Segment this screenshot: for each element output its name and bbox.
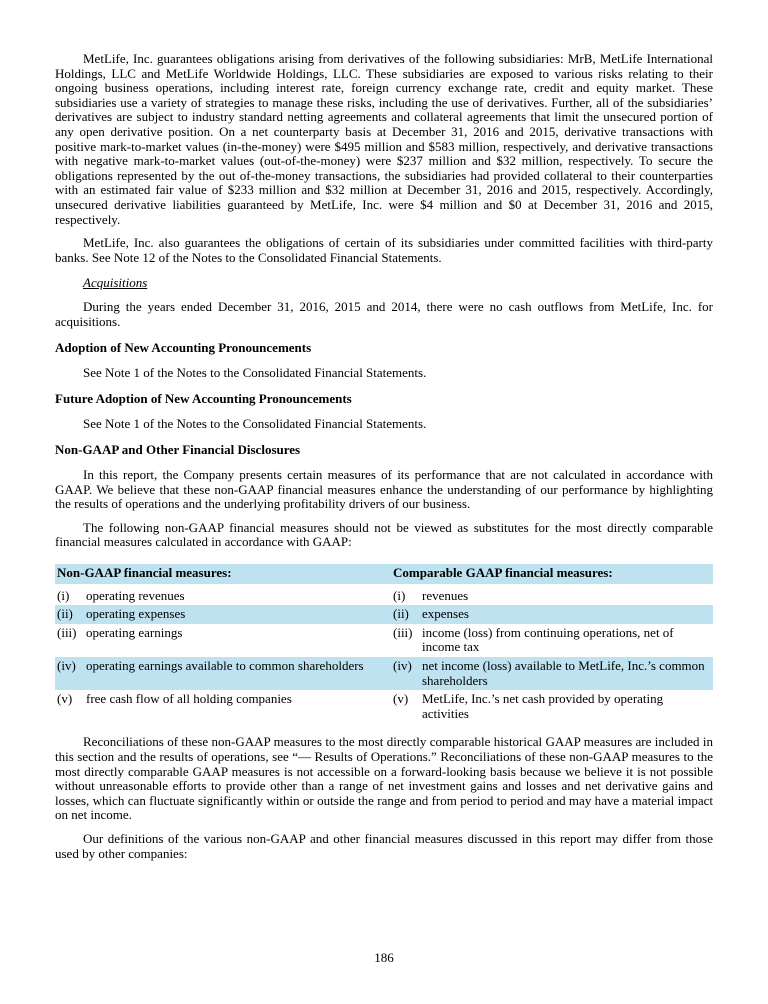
heading-adoption-pronouncements: Adoption of New Accounting Pronouncements <box>55 340 312 356</box>
row-ii-left-text: operating expenses <box>86 606 186 622</box>
table-header-non-gaap: Non-GAAP financial measures: <box>55 564 391 584</box>
paragraph-derivatives-guarantees: MetLife, Inc. guarantees obligations arising from derivatives of the following subsidiaries: MrB, MetLife International Holdings, LLC and MetLife Worldwide Holdings, LLC. These subsidiaries are exposed to various risks relating to their ongoing business operations, including interest rate, foreign currency exchange rate, credit and equity market. These subsidiaries use a variety of strategies to manage these risks, including the use of derivatives. Further, all of the subsidiaries’ derivatives are subject to industry standard netting agreements and collateral agreements that limit the unsecured portion of any open derivative position. On a net counterparty basis at December 31, 2016 and 2015, derivative transactions with positive mark-to-market values (in-the-money) were $495 million and $583 million, respectively, and derivative transactions with negative mark-to-market values (out-of-the-money) were $237 million and $32 million, respectively. To secure the obligations represented by the out of-the-money transactions, the subsidiaries had provided collateral to their counterparties with an estimated fair value of $233 million and $32 million at December 31, 2016 and 2015, respectively. Accordingly, unsecured derivative liabilities guaranteed by MetLife, Inc. were $4 million and $0 at December 31, 2016 and 2015, respectively. <box>55 51 713 227</box>
row-iv-left-text: operating earnings available to common shareholders <box>86 658 364 673</box>
paragraph-non-gaap-intro: In this report, the Company presents certain measures of its performance that are not calculated in accordance with GAAP. We believe that these non-GAAP financial measures enhance the understanding of our performance by highlighting the results of operations and the underlying profitability drivers of our business. <box>55 467 713 512</box>
page-number: 186 <box>374 950 394 966</box>
row-i-left-text: operating revenues <box>86 587 185 603</box>
table-row-i <box>55 584 713 606</box>
paragraph-committed-facilities: MetLife, Inc. also guarantees the obligations of certain of its subsidiaries under committed facilities with third-party banks. See Note 12 of the Notes to the Consolidated Financial Statements. <box>55 235 713 265</box>
table-row-ii <box>55 605 713 624</box>
paragraph-definitions: Our definitions of the various non-GAAP and other financial measures discussed in this report may differ from those used by other companies: <box>55 830 713 861</box>
table-header-gaap: Comparable GAAP financial measures: <box>391 564 713 584</box>
row-iii-left-text: operating earnings <box>86 624 183 640</box>
paragraph-non-gaap-substitutes: The following non-GAAP financial measures should not be viewed as substitutes for the most directly comparable financial measures calculated in accordance with GAAP: <box>55 519 713 550</box>
paragraph-future-adoption-see-note: See Note 1 of the Notes to the Consolidated Financial Statements. <box>83 415 427 431</box>
table-row-iv <box>55 657 713 690</box>
row-iv-left-number: (iv) <box>57 658 76 673</box>
table-row-iii <box>55 624 713 657</box>
row-iv-right-text: net income (loss) available to MetLife, Inc.’s common shareholders <box>422 658 705 688</box>
paragraph-reconciliations: Reconciliations of these non-GAAP measures to the most directly comparable historical GAAP measures are included in this section and the results of operations, see “— Results of Operations.” Reconciliations of these non-GAAP measures to the most directly comparable GAAP measures is not accessible on a forward-looking basis because we believe it is not possible without unreasonable efforts to provide other than a range of net investment gains and losses and net derivative gains and losses, which can fluctuate significantly within or outside the range and from period to period and may have a material impact on net income. <box>55 734 713 823</box>
row-iii-right-number: (iii) <box>393 624 413 640</box>
row-v-left-number: (v) <box>57 691 73 707</box>
row-i-right-number: (i) <box>393 587 406 603</box>
row-iv-right-number: (iv) <box>393 658 412 673</box>
row-ii-left-number: (ii) <box>57 606 73 622</box>
heading-future-adoption-pronouncements: Future Adoption of New Accounting Pronouncements <box>55 391 352 407</box>
row-ii-right-text: expenses <box>422 606 469 622</box>
non-gaap-measures-table <box>55 564 713 723</box>
row-v-right-text: MetLife, Inc.’s net cash provided by operating activities <box>422 691 664 721</box>
row-v-left-text: free cash flow of all holding companies <box>86 691 292 707</box>
row-v-right-number: (v) <box>393 691 409 707</box>
row-i-right-text: revenues <box>422 587 469 603</box>
paragraph-acquisitions: During the years ended December 31, 2016, 2015 and 2014, there were no cash outflows from MetLife, Inc. for acquisitions. <box>55 298 713 329</box>
heading-non-gaap-disclosures: Non-GAAP and Other Financial Disclosures <box>55 442 301 458</box>
row-iii-right-text: income (loss) from continuing operations, net of income tax <box>422 624 674 655</box>
row-iii-left-number: (iii) <box>57 624 77 640</box>
table-header-row <box>55 564 713 584</box>
row-i-left-number: (i) <box>57 587 70 603</box>
heading-acquisitions: Acquisitions <box>83 275 148 291</box>
row-ii-right-number: (ii) <box>393 606 409 622</box>
table-row-v <box>55 690 713 723</box>
paragraph-adoption-see-note: See Note 1 of the Notes to the Consolidated Financial Statements. <box>83 364 427 380</box>
